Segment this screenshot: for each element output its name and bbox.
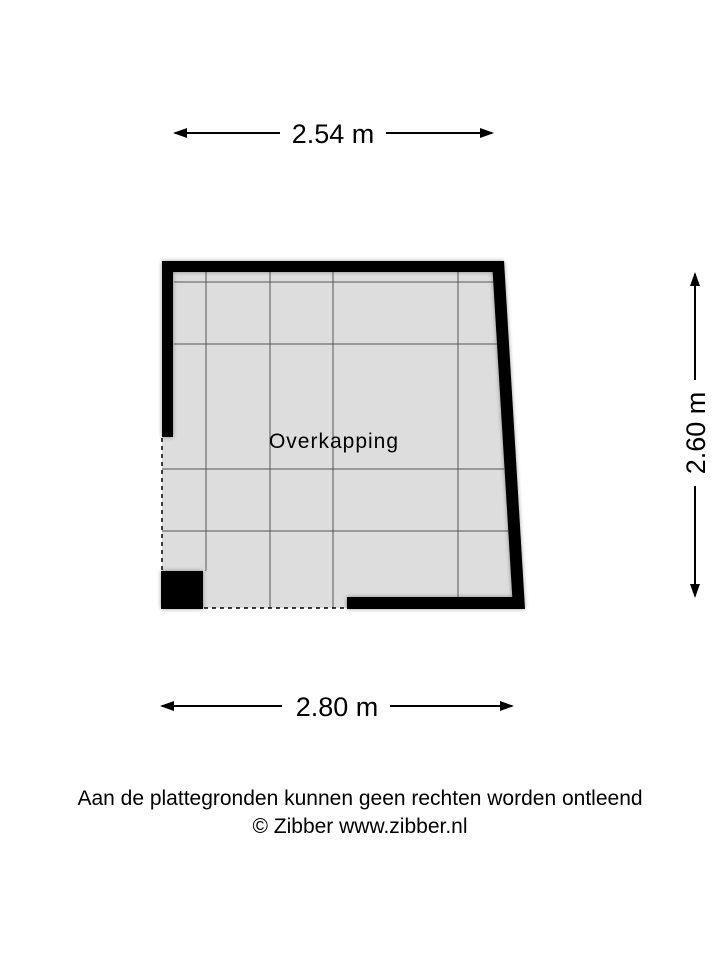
room-label: Overkapping — [268, 430, 400, 453]
right-dimension — [681, 274, 711, 596]
bottom-dimension-label: 2.80 m — [295, 692, 379, 722]
wall-bottom-right — [347, 597, 519, 609]
wall-top — [162, 261, 502, 272]
top-dimension-label: 2.54 m — [291, 119, 375, 149]
copyright-text: © Zibber www.zibber.nl — [252, 815, 468, 838]
top-dimension — [175, 119, 492, 149]
bottom-dimension — [162, 692, 512, 722]
right-dimension-label: 2.60 m — [681, 391, 711, 475]
disclaimer-text: Aan de plattegronden kunnen geen rechten worden ontleend — [77, 787, 643, 810]
column-bottom-left — [161, 571, 203, 609]
wall-left-top — [162, 262, 173, 437]
